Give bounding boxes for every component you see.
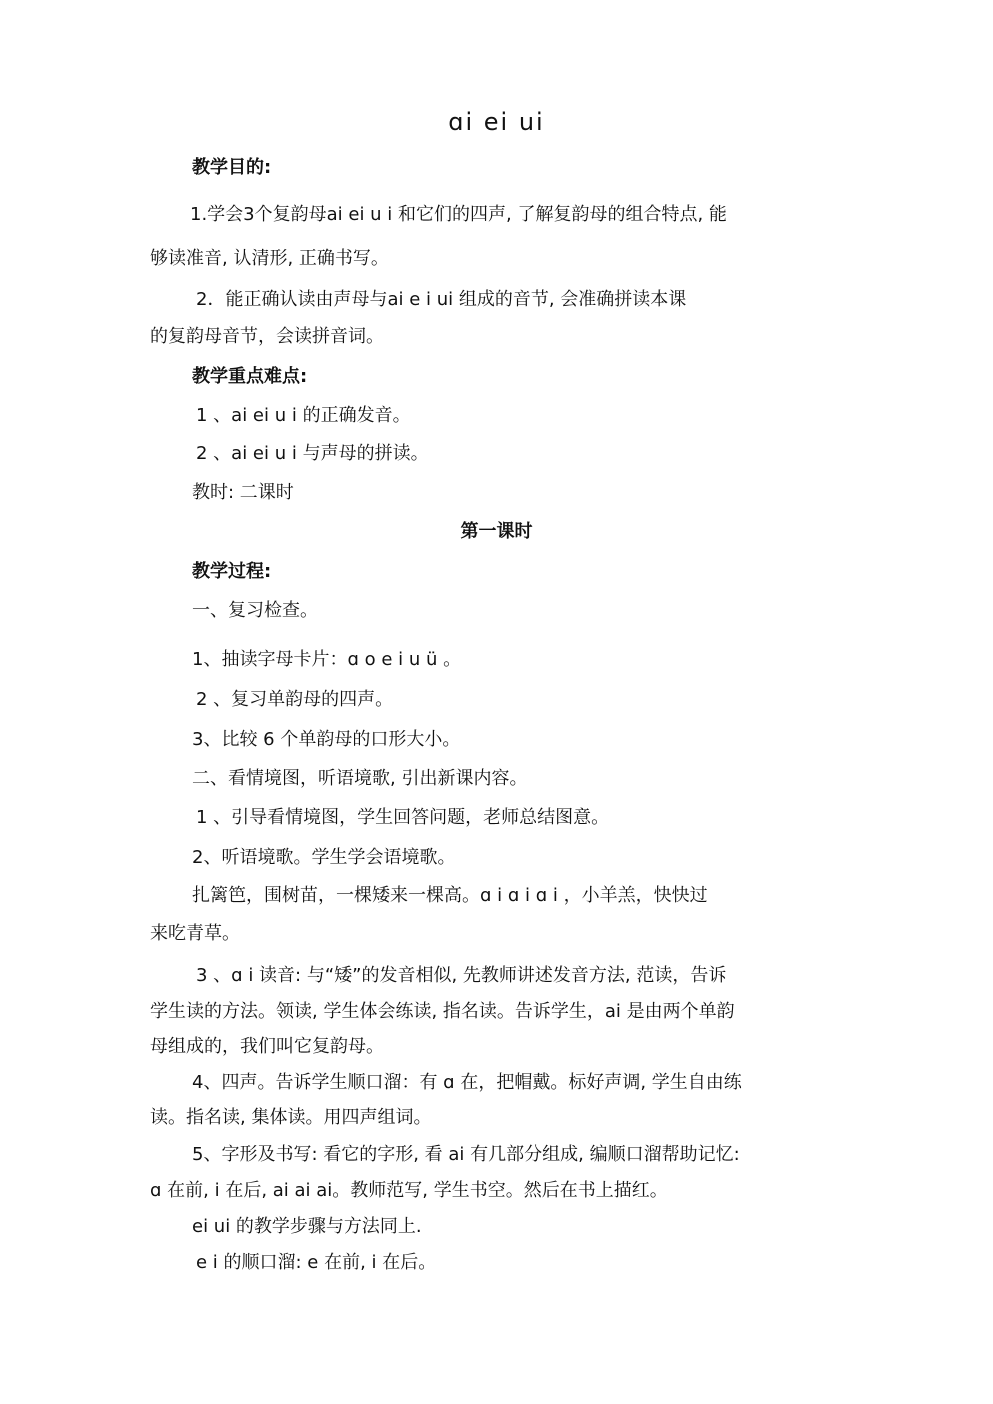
paragraph-line: 5、字形及书写: 看它的字形, 看 ai 有几部分组成, 编顺口溜帮助记忆: (192, 1144, 740, 1165)
paragraph-line: 1、抽读字母卡片：ɑ o e i u ü 。 (192, 649, 462, 670)
paragraph-line: 的复韵母音节，会读拼音词。 (150, 326, 384, 347)
paragraph-line: e i 的顺口溜: e 在前, i 在后。 (196, 1252, 437, 1273)
paragraph-line: 学生读的方法。领读, 学生体会练读, 指名读。告诉学生，ai 是由两个单韵 (150, 1001, 735, 1022)
paragraph-line: 读。指名读, 集体读。用四声组词。 (150, 1107, 432, 1128)
paragraph-line: 2 、复习单韵母的四声。 (196, 689, 394, 710)
paragraph-line: 2、听语境歌。学生学会语境歌。 (192, 847, 456, 868)
lesson-heading: 第一课时 (460, 521, 533, 542)
document-title: ɑi ei ui (448, 108, 545, 136)
paragraph-line: 1 、引导看情境图，学生回答问题，老师总结图意。 (196, 807, 610, 828)
section-heading-process: 教学过程: (192, 561, 272, 582)
paragraph-line: ei ui 的教学步骤与方法同上. (192, 1216, 422, 1237)
paragraph-line: 4、四声。告诉学生顺口溜：有 ɑ 在，把帽戴。标好声调, 学生自由练 (192, 1072, 742, 1093)
section-heading-objectives: 教学目的: (192, 157, 272, 178)
paragraph-line: 母组成的，我们叫它复韵母。 (150, 1036, 384, 1057)
paragraph-line: 二、看情境图，听语境歌, 引出新课内容。 (192, 768, 528, 789)
paragraph-line: 一、复习检查。 (192, 600, 318, 621)
paragraph-line: ɑ 在前, i 在后, ai ai ai。教师范写, 学生书空。然后在书上描红。 (150, 1180, 668, 1201)
paragraph-line: 2．能正确认读由声母与ai e i ui 组成的音节, 会准确拼读本课 (196, 289, 687, 310)
class-hours-line: 教时: 二课时 (192, 482, 294, 503)
paragraph-line: 3、比较 6 个单韵母的口形大小。 (192, 729, 461, 750)
paragraph-line: 1.学会3个复韵母ai ei u i 和它们的四声, 了解复韵母的组合特点, 能 (190, 204, 727, 225)
paragraph-line: 来吃青草。 (150, 923, 240, 944)
paragraph-line: 够读准音, 认清形, 正确书写。 (150, 248, 389, 269)
paragraph-line: 2 、ai ei u i 与声母的拼读。 (196, 443, 429, 464)
section-heading-key-points: 教学重点难点: (192, 366, 308, 387)
paragraph-line: 扎篱笆，围树苗，一棵矮来一棵高。ɑ i ɑ i ɑ i ，小羊羔，快快过 (192, 885, 708, 906)
paragraph-line: 1 、ai ei u i 的正确发音。 (196, 405, 411, 426)
paragraph-line: 3 、ɑ i 读音: 与“矮”的发音相似, 先教师讲述发音方法, 范读，告诉 (196, 965, 727, 986)
